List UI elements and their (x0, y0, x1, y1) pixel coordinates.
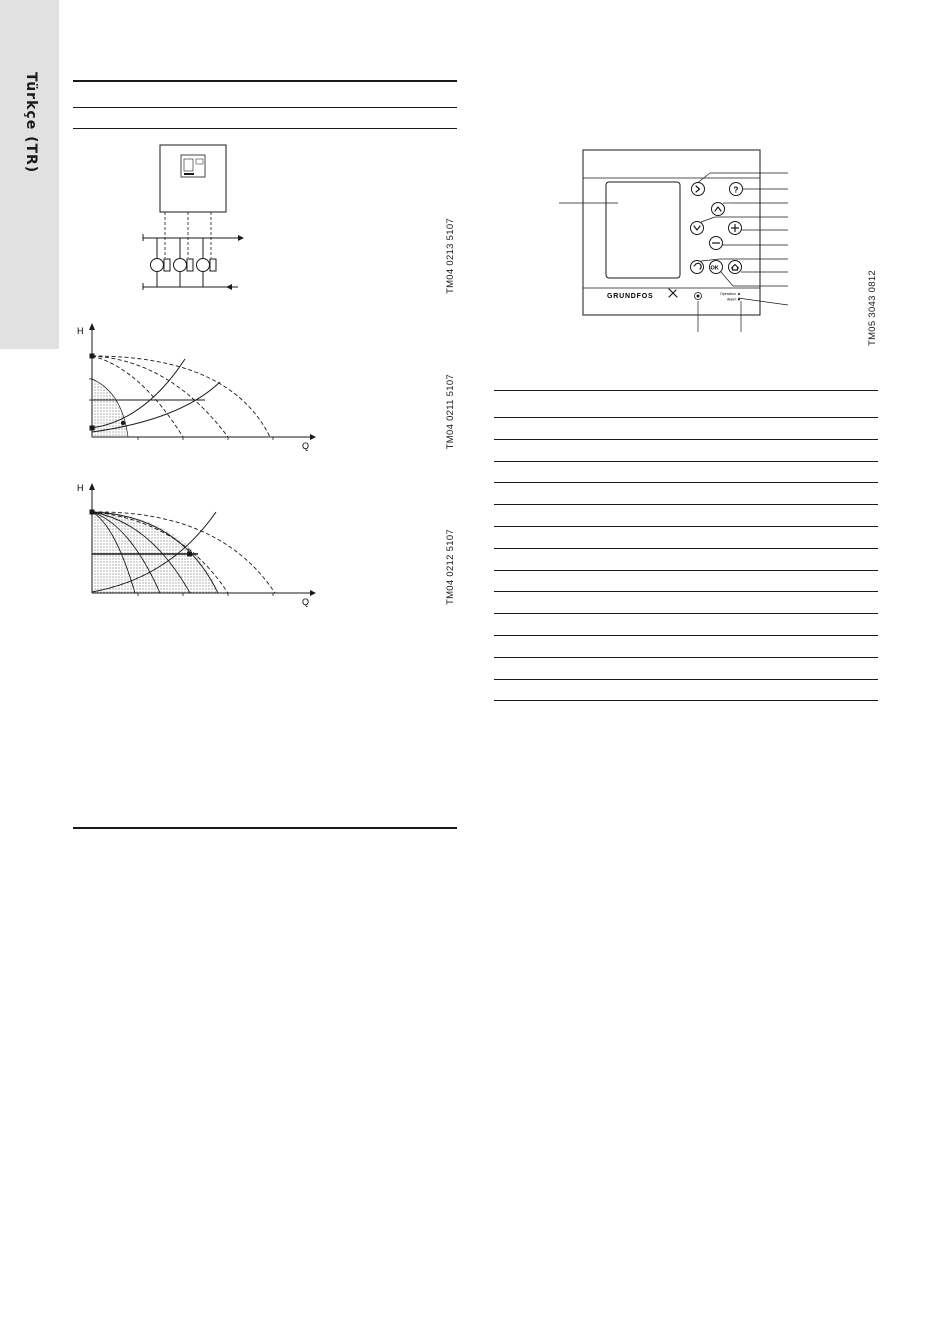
left-heading-rule-top (73, 80, 457, 82)
table-row (494, 504, 878, 526)
control-panel-diagram (555, 145, 795, 340)
shaded-operating-area (92, 379, 128, 437)
figure-code-chart-2: TM04 0212 5107 (445, 529, 456, 606)
table-row (494, 439, 878, 461)
table-row (494, 591, 878, 613)
legend-table (494, 390, 878, 701)
status-label-operation: Operation (720, 292, 736, 296)
pump-curve-chart-1 (70, 320, 320, 455)
menu-button-icon (692, 183, 705, 196)
x-axis-label-2: Q (302, 597, 310, 607)
down-button-icon (691, 222, 704, 235)
table-row (494, 482, 878, 504)
language-tab-label: Türkçe (TR) (23, 72, 39, 174)
table-header-row (494, 390, 878, 417)
display-screen (606, 182, 680, 278)
language-side-tab (0, 0, 59, 349)
up-button-icon (712, 203, 725, 216)
shaded-operating-area-2 (92, 512, 218, 593)
table-row (494, 526, 878, 548)
y-axis-label-1: H (77, 326, 84, 336)
x-axis-label-1: Q (302, 441, 310, 451)
status-label-alarm: Alarm (727, 297, 737, 302)
figure-code-control-panel: TM05 3043 0812 (867, 270, 878, 347)
table-row (494, 417, 878, 439)
svg-text:OK: OK (710, 265, 719, 272)
table-row (494, 613, 878, 635)
table-row (494, 657, 878, 679)
table-row (494, 570, 878, 592)
svg-text:?: ? (733, 185, 739, 195)
left-heading-rule-mid (73, 107, 457, 108)
table-row (494, 635, 878, 657)
pump-curve-chart-2 (70, 480, 320, 615)
y-axis-label-2: H (77, 483, 84, 493)
brand-logo: GRUNDFOS (607, 293, 654, 300)
figure-code-cascade: TM04 0213 5107 (445, 218, 456, 295)
table-row (494, 548, 878, 570)
table-row (494, 679, 878, 702)
cascade-pump-diagram (130, 140, 260, 300)
left-heading-rule-bottom (73, 128, 457, 129)
left-section-rule (73, 827, 457, 829)
table-row (494, 461, 878, 483)
figure-code-chart-1: TM04 0211 5107 (445, 374, 456, 450)
home-button-icon (729, 261, 742, 274)
